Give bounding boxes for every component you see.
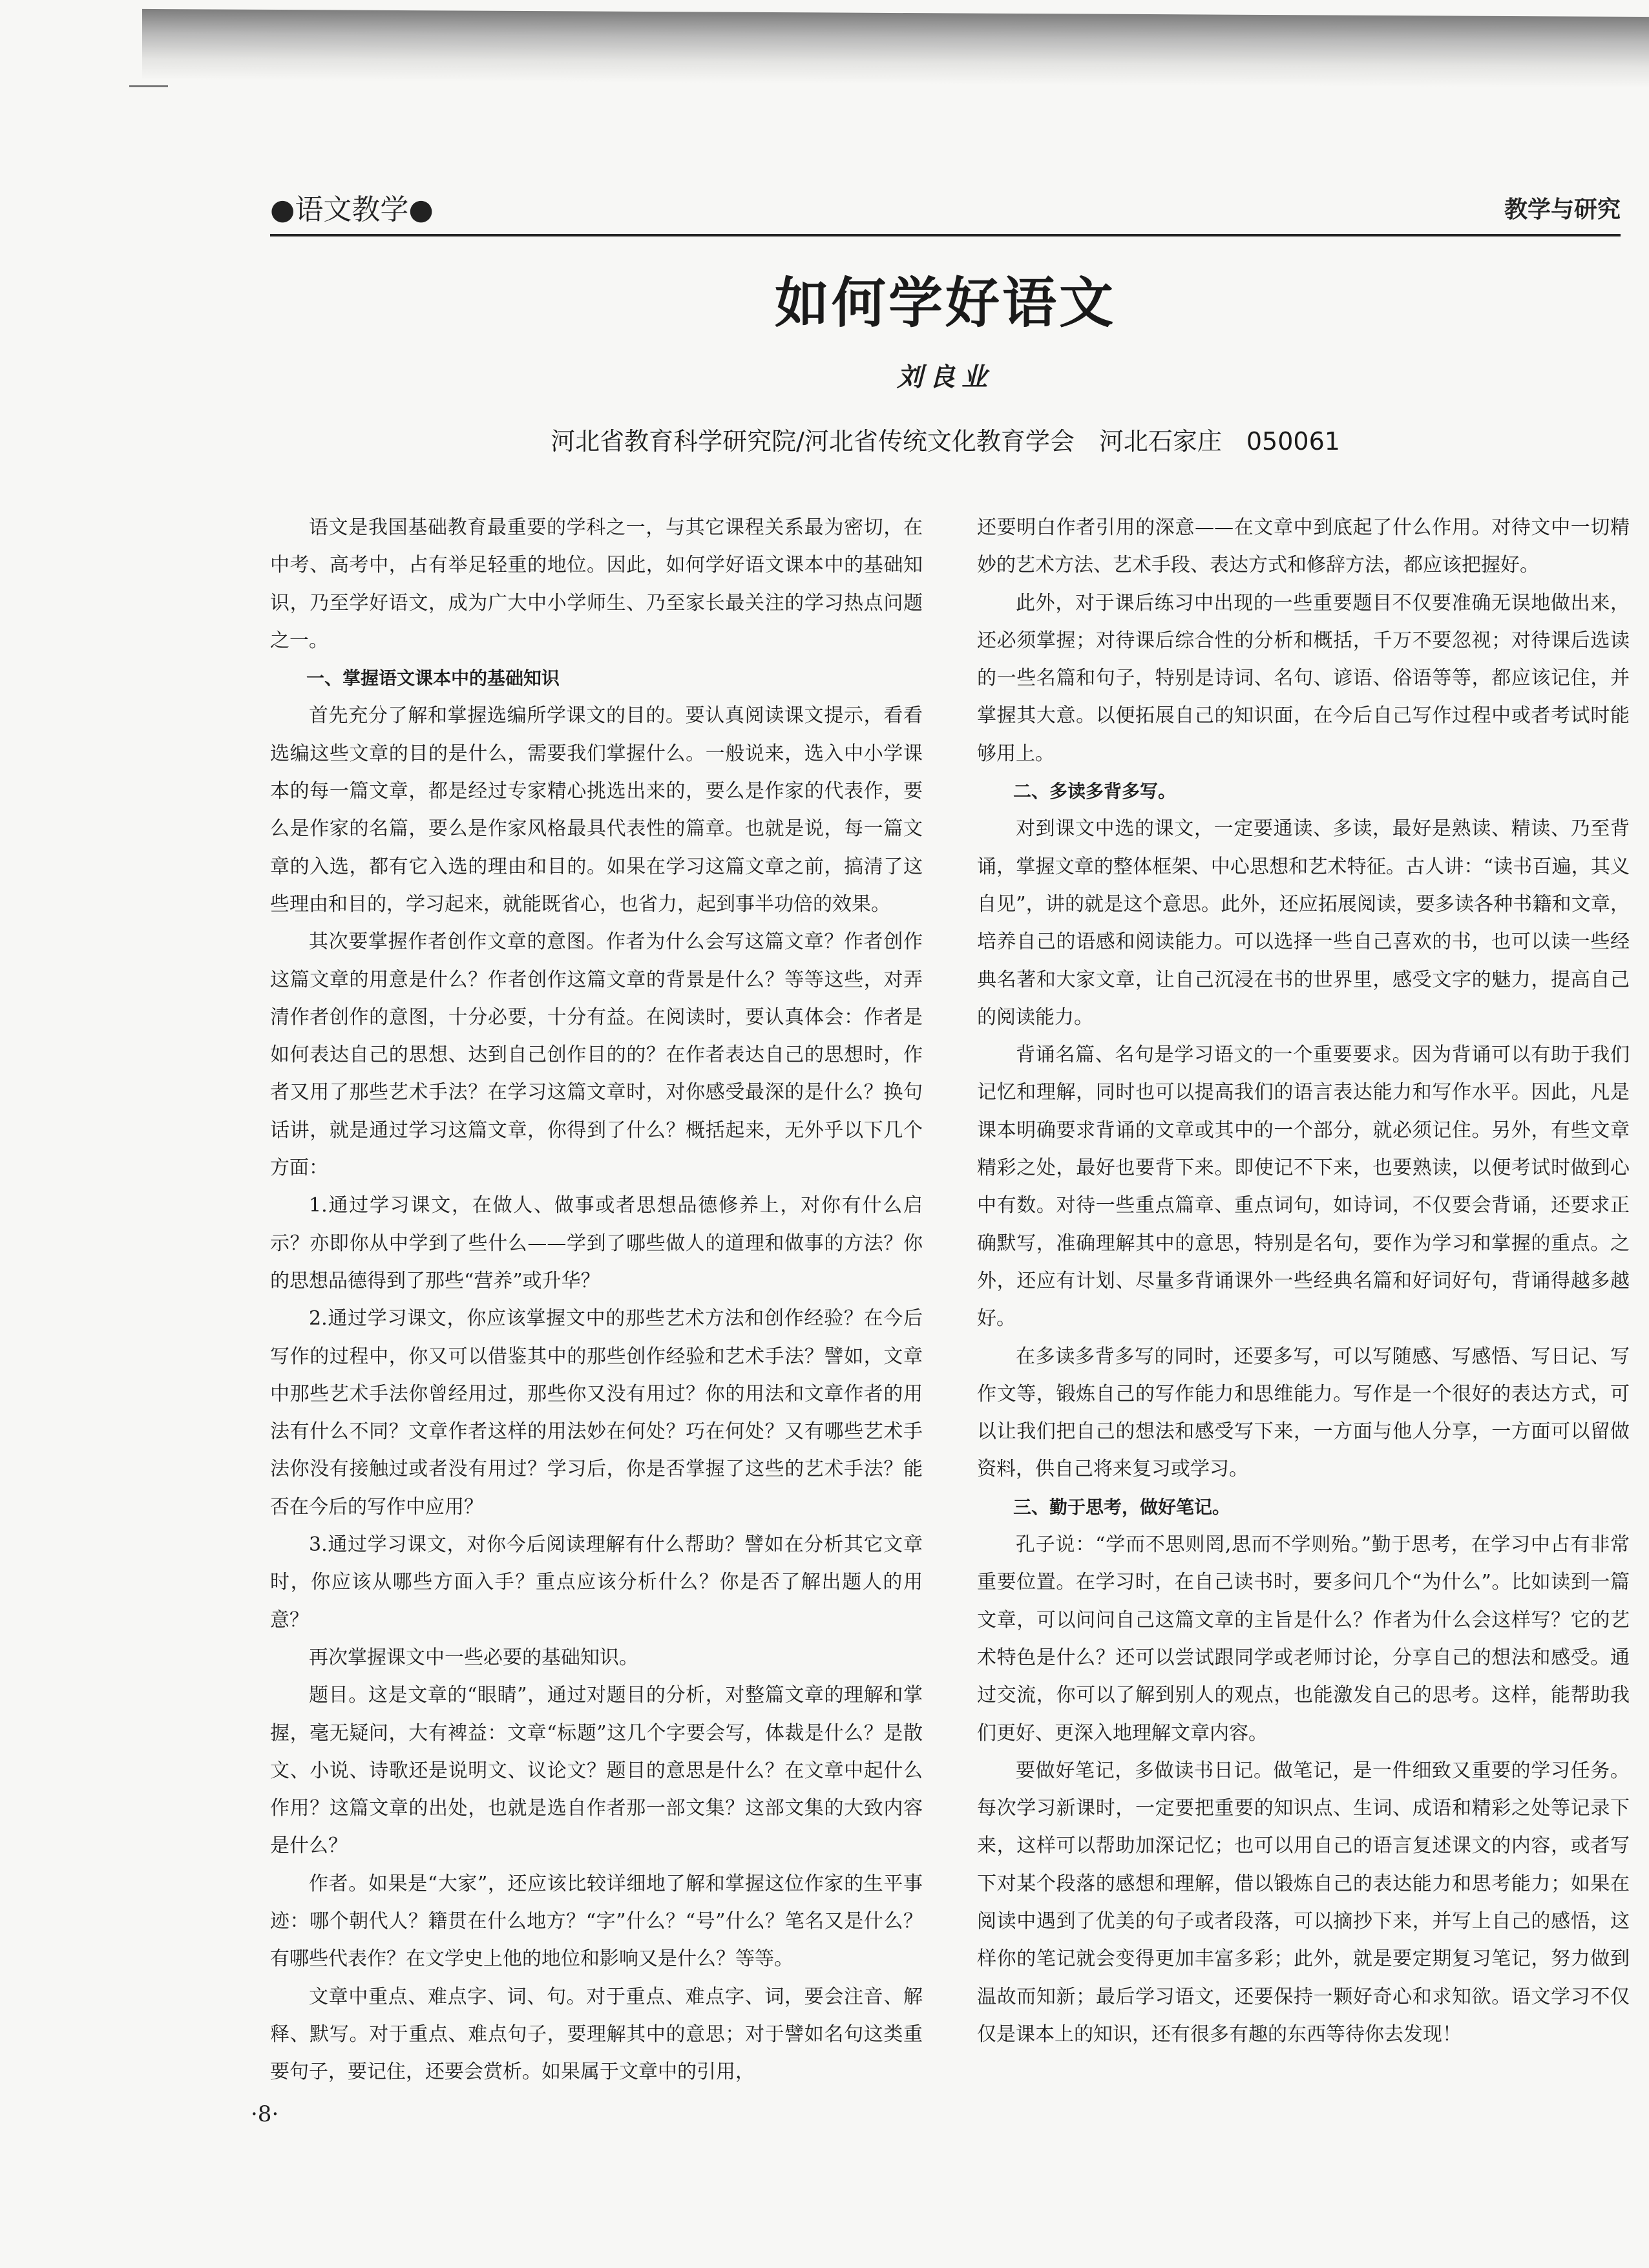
article-title: 如何学好语文 xyxy=(774,271,1116,335)
paragraph: 2.通过学习课文，你应该掌握文中的那些艺术方法和创作经验？在今后写作的过程中，你又可以借鉴其中的那些创作经验和艺术手法？譬如，文章中那些艺术手法你曾经用过，那些你又没有用过？你的用法和文章作者的用法有什么不同？文章作者这样的用法妙在何处？巧在何处？又有哪些艺术手法你没有接触过或者没有用过？学习后，你是否掌握了这些的艺术手法？能否在今后的写作中应用？ xyxy=(270,1307,923,1518)
paragraph: 1.通过学习课文，在做人、做事或者思想品德修养上，对你有什么启示？亦即你从中学到了些什么——学到了哪些做人的道理和做事的方法？你的思想品德得到了那些“营养”或升华？ xyxy=(270,1194,923,1292)
paragraph: 要做好笔记，多做读书日记。做笔记，是一件细致又重要的学习任务。每次学习新课时，一定要把重要的知识点、生词、成语和精彩之处等记录下来，这样可以帮助加深记忆；也可以用自己的语言复述课文的内容，或者写下对某个段落的感想和理解，借以锻炼自己的表达能力和思考能力；如果在阅读中遇到了优美的句子或者段落，可以摘抄下来，并写上自己的感悟，这样你的笔记就会变得更加丰富多彩；此外，就是要定期复习笔记，努力做到温故而知新；最后学习语文，还要保持一颗好奇心和求知欲。语文学习不仅仅是课本上的知识，还有很多有趣的东西等待你去发现！ xyxy=(977,1759,1630,2046)
paragraph: 孔子说：“学而不思则罔,思而不学则殆。”勤于思考，在学习中占有非常重要位置。在学习时，在自己读书时，要多问几个“为什么”。比如读到一篇文章，可以问问自己这篇文章的主旨是什么？作者为什么会这样写？它的艺术特色是什么？还可以尝试跟同学或老师讨论，分享自己的想法和感受。通过交流，你可以了解到别人的观点，也能激发自己的思考。这样，能帮助我们更好、更深入地理解文章内容。 xyxy=(977,1533,1630,1745)
paragraph: 对到课文中选的课文，一定要通读、多读，最好是熟读、精读、乃至背诵，掌握文章的整体框架、中心思想和艺术特征。古人讲：“读书百遍，其义自见”，讲的就是这个意思。此外，还应拓展阅读，要多读各种书籍和文章，培养自己的语感和阅读能力。可以选择一些自己喜欢的书，也可以读一些经典名著和大家文章，让自己沉浸在书的世界里，感受文字的魅力，提高自己的阅读能力。 xyxy=(977,817,1630,1029)
paragraph: 在多读多背多写的同时，还要多写，可以写随感、写感悟、写日记、写作文等，锻炼自己的写作能力和思维能力。写作是一个很好的表达方式，可以让我们把自己的想法和感受写下来，一方面与他人分享，一方面可以留做资料，供自己将来复习或学习。 xyxy=(977,1345,1630,1481)
scan-edge-shadow xyxy=(142,9,1649,88)
right-column xyxy=(977,509,1630,2053)
journal-section-label: 教学与研究 xyxy=(1504,196,1621,223)
article-author: 刘良业 xyxy=(897,362,994,392)
paragraph: 文章中重点、难点字、词、句。对于重点、难点字、词，要会注音、解释、默写。对于重点、难点句子，要理解其中的意思；对于譬如名句这类重要句子，要记住，还要会赏析。如果属于文章中的引用， xyxy=(270,1985,923,2084)
page-number: ·8· xyxy=(251,2101,279,2127)
section-heading: 一、掌握语文课本中的基础知识 xyxy=(306,667,560,689)
paragraph: 首先充分了解和掌握选编所学课文的目的。要认真阅读课文提示，看看选编这些文章的目的是什么，需要我们掌握什么。一般说来，选入中小学课本的每一篇文章，都是经过专家精心挑选出来的，要么是作家的代表作，要么是作家的名篇，要么是作家风格最具代表性的篇章。也就是说，每一篇文章的入选，都有它入选的理由和目的。如果在学习这篇文章之前，搞清了这些理由和目的，学习起来，就能既省心，也省力，起到事半功倍的效果。 xyxy=(270,704,923,916)
section-heading: 二、多读多背多写。 xyxy=(1013,781,1177,803)
paragraph: 再次掌握课文中一些必要的基础知识。 xyxy=(309,1646,638,1669)
paragraph: 其次要掌握作者创作文章的意图。作者为什么会写这篇文章？作者创作这篇文章的用意是什么？作者创作这篇文章的背景是什么？等等这些，对弄清作者创作的意图，十分必要，十分有益。在阅读时，要认真体会：作者是如何表达自己的思想、达到自己创作目的的？在作者表达自己的思想时，作者又用了那些艺术手法？在学习这篇文章时，对你感受最深的是什么？换句话讲，就是通过学习这篇文章，你得到了什么？概括起来，无外乎以下几个方面： xyxy=(270,930,923,1180)
paragraph: 此外，对于课后练习中出现的一些重要题目不仅要准确无误地做出来，还必须掌握；对待课后综合性的分析和概括，千万不要忽视；对待课后选读的一些名篇和句子，特别是诗词、名句、谚语、俗语等等，都应该记住，并掌握其大意。以便拓展自己的知识面，在今后自己写作过程中或者考试时能够用上。 xyxy=(977,591,1630,765)
scan-edge-mark xyxy=(129,85,168,87)
paragraph: 作者。如果是“大家”，还应该比较详细地了解和掌握这位作家的生平事迹：哪个朝代人？籍贯在什么地方？“字”什么？“号”什么？笔名又是什么？有哪些代表作？在文学史上他的地位和影响又是什么？等等。 xyxy=(270,1872,923,1971)
paragraph: 题目。这是文章的“眼睛”，通过对题目的分析，对整篇文章的理解和掌握，毫无疑问，大有裨益：文章“标题”这几个字要会写，体裁是什么？是散文、小说、诗歌还是说明文、议论文？题目的意思是什么？在文章中起什么作用？这篇文章的出处，也就是选自作者那一部文集？这部文集的大致内容是什么？ xyxy=(270,1684,923,1858)
paragraph: 背诵名篇、名句是学习语文的一个重要要求。因为背诵可以有助于我们记忆和理解，同时也可以提高我们的语言表达能力和写作水平。因此，凡是课本明确要求背诵的文章或其中的一个部分，就必须记住。另外，有些文章精彩之处，最好也要背下来。即使记不下来，也要熟读，以便考试时做到心中有数。对待一些重点篇章、重点词句，如诗词，不仅要会背诵，还要求正确默写，准确理解其中的意思，特别是名句，要作为学习和掌握的重点。之外，还应有计划、尽量多背诵课外一些经典名篇和好词好句，背诵得越多越好。 xyxy=(977,1044,1630,1330)
column-section-label: ●语文教学● xyxy=(270,193,434,226)
left-column xyxy=(270,509,923,2091)
header-rule xyxy=(270,234,1621,236)
author-affiliation: 河北省教育科学研究院/河北省传统文化教育学会 河北石家庄 050061 xyxy=(551,427,1340,456)
section-heading: 三、勤于思考，做好笔记。 xyxy=(1013,1496,1231,1518)
paragraph: 还要明白作者引用的深意——在文章中到底起了什么作用。对待文中一切精妙的艺术方法、艺术手段、表达方式和修辞方法，都应该把握好。 xyxy=(977,516,1630,577)
paragraph: 语文是我国基础教育最重要的学科之一，与其它课程关系最为密切，在中考、高考中，占有举足轻重的地位。因此，如何学好语文课本中的基础知识，乃至学好语文，成为广大中小学师生、乃至家长最关注的学习热点问题之一。 xyxy=(270,516,923,652)
paragraph: 3.通过学习课文，对你今后阅读理解有什么帮助？譬如在分析其它文章时，你应该从哪些方面入手？重点应该分析什么？你是否了解出题人的用意？ xyxy=(270,1533,923,1632)
